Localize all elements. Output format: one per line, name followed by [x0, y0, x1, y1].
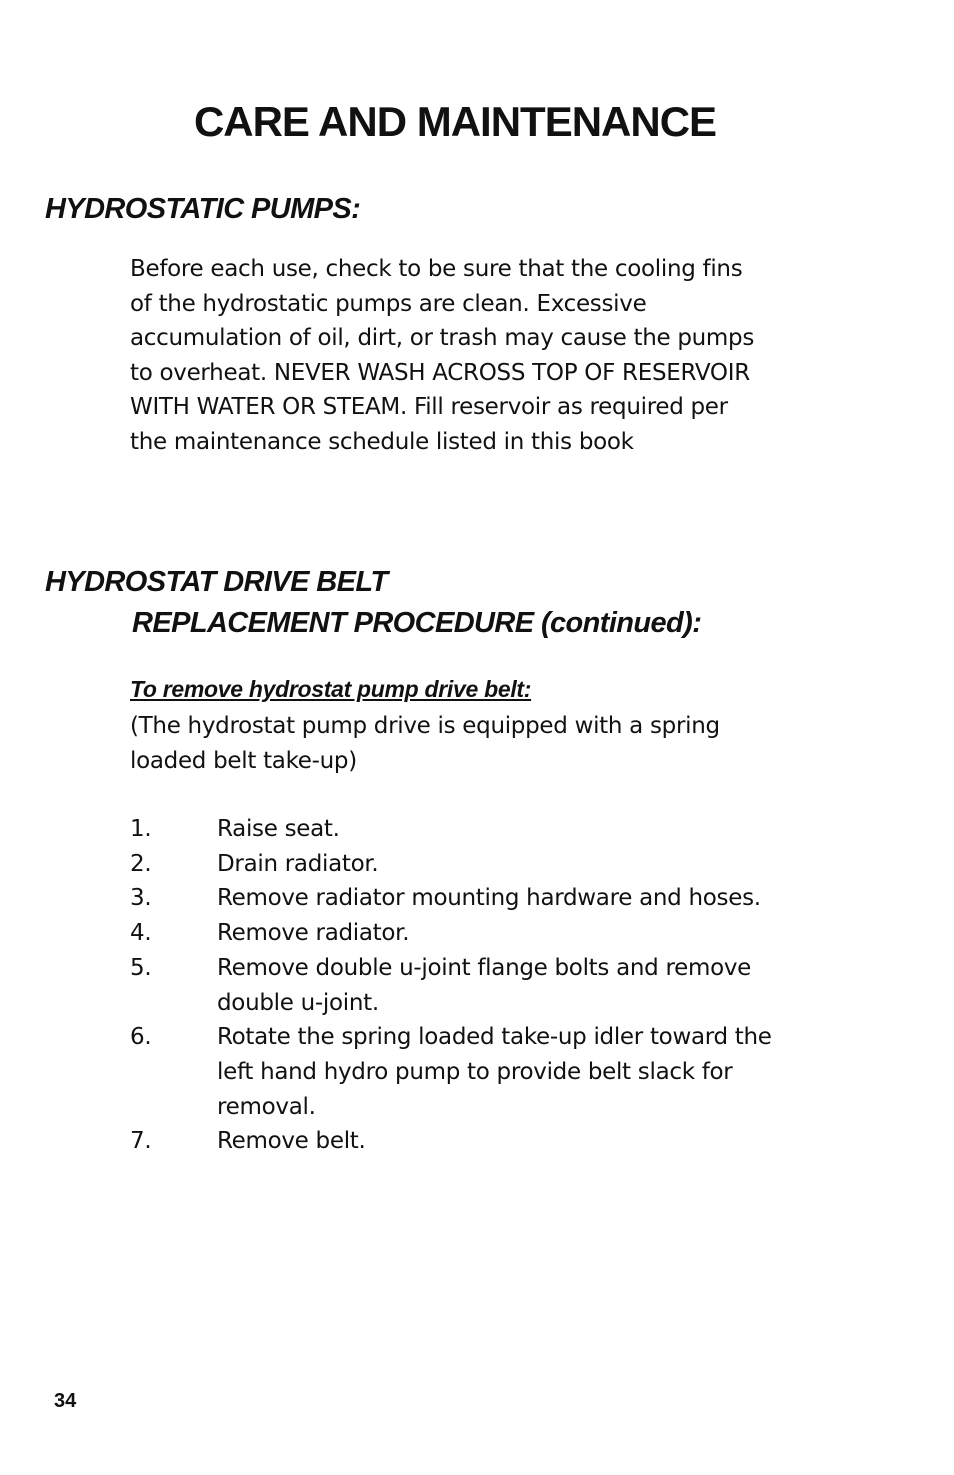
step-line: left hand hydro pump to provide belt slack for	[217, 1058, 733, 1085]
step-text	[217, 1124, 366, 1159]
page-number: 34	[54, 1390, 77, 1412]
page-title: CARE AND MAINTENANCE	[193, 98, 717, 145]
intro-paragraph	[130, 709, 720, 778]
step-line: Rotate the spring loaded take-up idler toward the	[217, 1024, 772, 1051]
paragraph-line: the maintenance schedule listed in this book	[130, 428, 634, 455]
step-number: 3.	[130, 885, 152, 912]
subheading-remove-belt: To remove hydrostat pump drive belt:	[130, 676, 532, 702]
step-text	[217, 1020, 772, 1124]
paragraph-line: Before each use, check to be sure that the cooling fins	[130, 256, 743, 282]
step-number: 4.	[130, 920, 152, 947]
step-line: Remove radiator mounting hardware and hoses.	[217, 885, 761, 912]
procedure-steps-list	[130, 812, 772, 1159]
section-heading-hydrostatic-pumps: HYDROSTATIC PUMPS:	[45, 193, 361, 225]
step-line: Raise seat.	[217, 816, 340, 842]
paragraph-line: accumulation of oil, dirt, or trash may cause the pumps	[130, 325, 755, 352]
step-number: 5.	[130, 954, 152, 981]
paragraph-line: of the hydrostatic pumps are clean. Excessive	[130, 290, 647, 317]
step-text	[217, 881, 761, 916]
step-number: 1.	[130, 816, 152, 842]
step-item	[130, 881, 772, 916]
step-item	[130, 847, 772, 882]
step-line: Remove radiator.	[217, 920, 410, 947]
intro-line: loaded belt take-up)	[130, 747, 357, 774]
step-number: 2.	[130, 850, 152, 877]
section-heading-drive-belt-continued: REPLACEMENT PROCEDURE (continued):	[132, 607, 702, 639]
intro-line: (The hydrostat pump drive is equipped with a spring	[130, 713, 720, 739]
step-text	[217, 812, 340, 847]
paragraph-line: WITH WATER OR STEAM. Fill reservoir as required per	[130, 394, 728, 421]
step-text	[217, 916, 409, 951]
step-item	[130, 1020, 772, 1124]
step-line: Drain radiator.	[217, 850, 379, 877]
step-line: double u-joint.	[217, 989, 379, 1016]
step-line: removal.	[217, 1093, 316, 1120]
step-number: 6.	[130, 1024, 152, 1051]
step-item	[130, 812, 772, 847]
step-line: Remove double u-joint flange bolts and remove	[217, 954, 751, 981]
hydrostatic-pumps-paragraph	[130, 252, 754, 460]
step-number: 7.	[130, 1128, 152, 1155]
step-item	[130, 916, 772, 951]
step-text	[217, 951, 751, 1020]
paragraph-line: to overheat. NEVER WASH ACROSS TOP OF RESERVOIR	[130, 359, 750, 386]
section-heading-drive-belt: HYDROSTAT DRIVE BELT	[45, 566, 388, 598]
step-text	[217, 847, 378, 882]
step-line: Remove belt.	[217, 1128, 366, 1155]
step-item	[130, 951, 772, 1020]
step-item	[130, 1124, 772, 1159]
